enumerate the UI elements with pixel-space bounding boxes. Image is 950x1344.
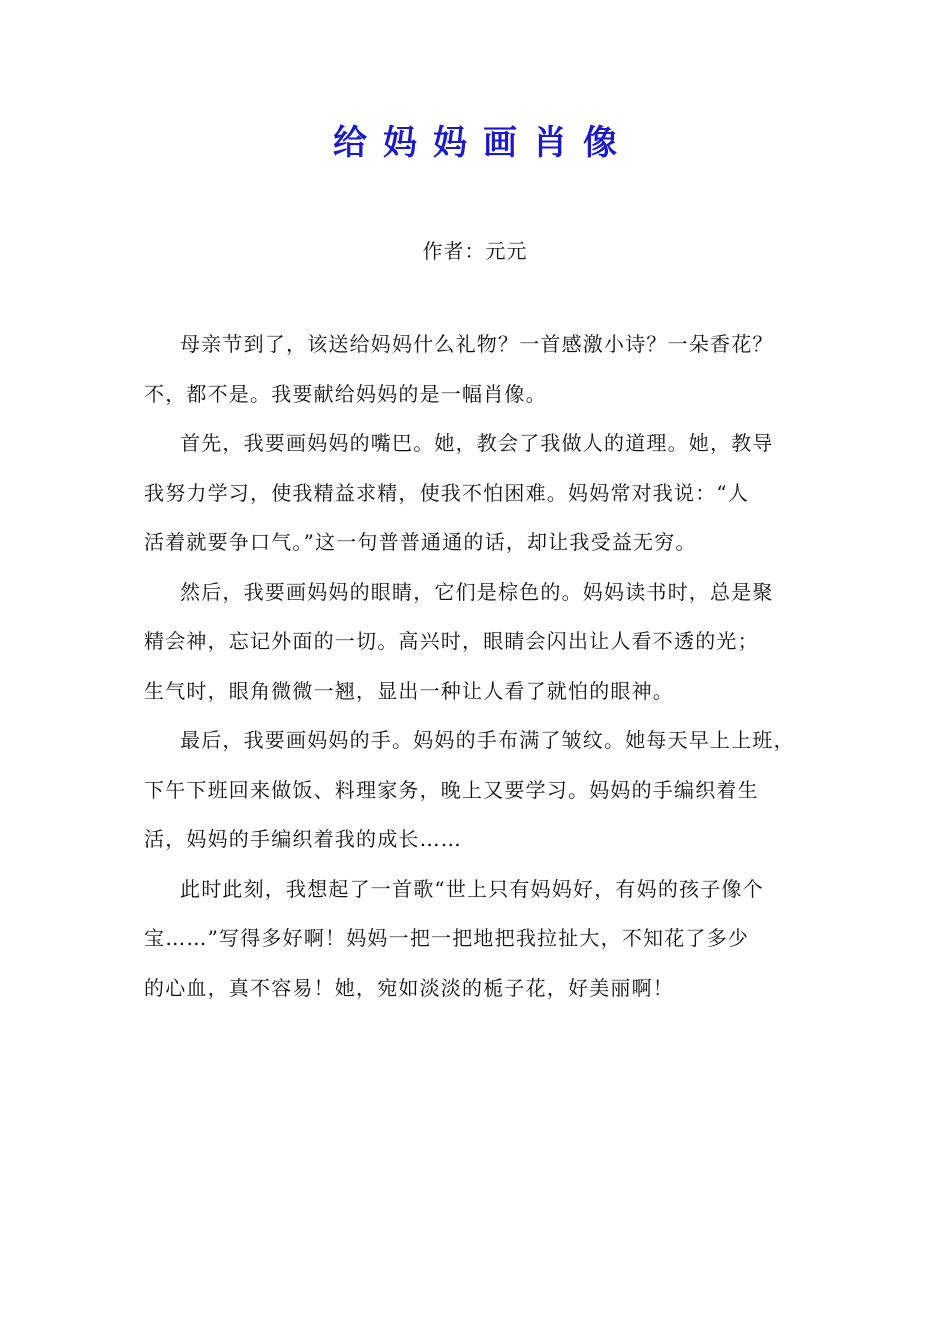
text-line: 生气时，眼角微微一翘，显出一种让人看了就怕的眼神。: [144, 678, 674, 703]
text-line: 活，妈妈的手编织着我的成长……: [144, 827, 462, 851]
text-line: 活着就要争口气。”这一句普普通通的话，却让我受益无穷。: [144, 530, 697, 554]
text-line: 母亲节到了，该送给妈妈什么礼物？一首感激小诗？一朵香花？: [180, 332, 774, 356]
text-line: 然后，我要画妈妈的眼睛，它们是棕色的。妈妈读书时，总是聚: [180, 579, 774, 604]
text-line: 首先，我要画妈妈的嘴巴。她，教会了我做人的道理。她，教导: [180, 431, 774, 455]
article-body: [144, 320, 814, 1013]
text-line: 我努力学习，使我精益求精，使我不怕困难。妈妈常对我说：“人: [144, 480, 750, 505]
text-line: 宝……”写得多好啊！妈妈一把一把地把我拉扯大，不知花了多少: [144, 926, 750, 950]
paragraph: [144, 419, 814, 568]
paragraph: [144, 716, 814, 865]
text-line: 精会神，忘记外面的一切。高兴时，眼睛会闪出让人看不透的光；: [144, 629, 759, 653]
paragraph: [144, 568, 814, 717]
text-line: 此时此刻，我想起了一首歌“世上只有妈妈好，有妈的孩子像个: [180, 876, 764, 901]
text-line: 不，都不是。我要献给妈妈的是一幅肖像。: [144, 381, 547, 406]
author-line: 作者：元元: [422, 239, 528, 263]
paragraph: [144, 865, 814, 1014]
document-title: 给妈妈画肖像: [333, 123, 633, 163]
text-line: 下午下班回来做饭、料理家务，晚上又要学习。妈妈的手编织着生: [144, 777, 759, 802]
text-line: 的心血，真不容易！她，宛如淡淡的栀子花，好美丽啊！: [144, 975, 674, 1000]
paragraph: [144, 320, 814, 419]
text-line: 最后，我要画妈妈的手。妈妈的手布满了皱纹。她每天早上上班，: [180, 728, 795, 752]
